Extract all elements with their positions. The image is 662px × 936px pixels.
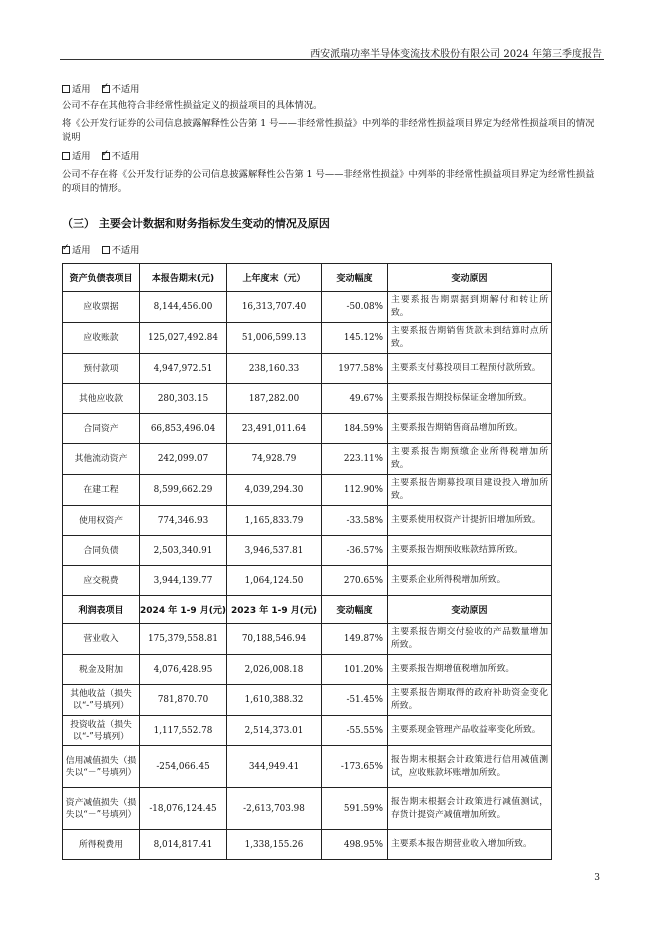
income-header-row [63, 596, 552, 624]
column-header: 变动原因 [388, 264, 552, 292]
column-header: 变动幅度 [322, 596, 388, 624]
prior-value-cell: 2,514,373.01 [227, 716, 322, 746]
table-row [63, 414, 552, 444]
prior-value-cell: 3,946,537.81 [227, 536, 322, 566]
change-rate-cell: 149.87% [322, 624, 388, 655]
current-value-cell: 8,144,456.00 [140, 292, 227, 323]
item-cell: 信用减值损失（损失以“－”号填列） [63, 746, 140, 788]
paragraph-2: 将《公开发行证券的公司信息披露解释性公告第 1 号——非经常性损益》中列举的非经常性损益项目界定为经常性损益项目的情况说明 [62, 118, 595, 143]
reason-cell: 主要系报告期票据到期解付和转让所致。 [388, 292, 552, 323]
options-row-1 [62, 83, 602, 97]
column-header: 2024 年 1-9 月(元) [140, 596, 227, 624]
reason-cell: 主要系报告期取得的政府补助资金变化所致。 [388, 685, 552, 716]
change-rate-cell: -51.45% [322, 685, 388, 716]
column-header: 本报告期末(元) [140, 264, 227, 292]
change-rate-cell: 184.59% [322, 414, 388, 444]
change-rate-cell: 49.67% [322, 384, 388, 414]
reason-cell: 主要系使用权资产计提折旧增加所致。 [388, 506, 552, 536]
prior-value-cell: 51,006,599.13 [227, 323, 322, 354]
current-value-cell: 175,379,558.81 [140, 624, 227, 655]
reason-cell: 主要系企业所得税增加所致。 [388, 566, 552, 596]
reason-cell: 主要系报告期投标保证金增加所致。 [388, 384, 552, 414]
prior-value-cell: 1,610,388.32 [227, 685, 322, 716]
change-rate-cell: 145.12% [322, 323, 388, 354]
reason-cell: 主要系报告期销售货款未到结算时点所致。 [388, 323, 552, 354]
item-cell: 使用权资产 [63, 506, 140, 536]
checkbox-applicable [62, 85, 70, 93]
table-row [63, 746, 552, 788]
current-value-cell: 8,599,662.29 [140, 475, 227, 506]
item-cell: 在建工程 [63, 475, 140, 506]
prior-value-cell: 2,026,008.18 [227, 655, 322, 685]
table-row [63, 624, 552, 655]
change-rate-cell: 1977.58% [322, 354, 388, 384]
prior-value-cell: -2,613,703.98 [227, 788, 322, 830]
current-value-cell: 8,014,817.41 [140, 830, 227, 860]
prior-value-cell: 238,160.33 [227, 354, 322, 384]
table-row [63, 566, 552, 596]
page-number: 3 [594, 873, 600, 883]
current-value-cell: 66,853,496.04 [140, 414, 227, 444]
label-applicable: 适用 [72, 84, 91, 95]
change-rate-cell: 591.59% [322, 788, 388, 830]
item-cell: 其他流动资产 [63, 444, 140, 475]
reason-cell: 主要系支付募投项目工程预付款所致。 [388, 354, 552, 384]
change-rate-cell: -55.55% [322, 716, 388, 746]
header-divider [60, 59, 604, 60]
table-row [63, 536, 552, 566]
column-header: 上年度末（元） [227, 264, 322, 292]
table-row [63, 475, 552, 506]
reason-cell: 主要系报告期销售商品增加所致。 [388, 414, 552, 444]
prior-value-cell: 1,165,833.79 [227, 506, 322, 536]
change-rate-cell: 223.11% [322, 444, 388, 475]
reason-cell: 主要系报告期预收账款结算所致。 [388, 536, 552, 566]
table-row [63, 323, 552, 354]
table-row [63, 506, 552, 536]
checkbox-not-applicable-checked [102, 85, 110, 93]
current-value-cell: -18,076,124.45 [140, 788, 227, 830]
page-header: 西安派瑞功率半导体变流技术股份有限公司 2024 年第三季度报告 [310, 49, 602, 60]
current-value-cell: 242,099.07 [140, 444, 227, 475]
current-value-cell: 3,944,139.77 [140, 566, 227, 596]
current-value-cell: -254,066.45 [140, 746, 227, 788]
column-header: 资产负债表项目 [63, 264, 140, 292]
label-not-applicable: 不适用 [111, 151, 140, 162]
prior-value-cell: 1,338,155.26 [227, 830, 322, 860]
item-cell: 营业收入 [63, 624, 140, 655]
table-row [63, 716, 552, 746]
reason-cell: 主要系报告期募投项目建设投入增加所致。 [388, 475, 552, 506]
item-cell: 合同负债 [63, 536, 140, 566]
reason-cell: 报告期末根据会计政策进行减值测试，存货计提资产减值增加所致。 [388, 788, 552, 830]
table-row [63, 384, 552, 414]
item-cell: 投资收益（损失以“-”号填列） [63, 716, 140, 746]
paragraph-3: 公司不存在将《公开发行证券的公司信息披露解释性公告第 1 号——非经常性损益》中列举的非经常性损益项目界定为经常性损益的项目的情形。 [62, 169, 595, 194]
change-rate-cell: -173.65% [322, 746, 388, 788]
change-rate-cell: 498.95% [322, 830, 388, 860]
reason-cell: 主要系现金管理产品收益率变化所致。 [388, 716, 552, 746]
item-cell: 预付款项 [63, 354, 140, 384]
prior-value-cell: 4,039,294.30 [227, 475, 322, 506]
item-cell: 税金及附加 [63, 655, 140, 685]
current-value-cell: 1,117,552.78 [140, 716, 227, 746]
label-applicable: 适用 [72, 245, 91, 256]
item-cell: 应收账款 [63, 323, 140, 354]
reason-cell: 主要系报告期交付验收的产品数量增加所致。 [388, 624, 552, 655]
label-not-applicable: 不适用 [111, 84, 140, 95]
reason-cell: 主要系报告期增值税增加所致。 [388, 655, 552, 685]
checkbox-not-applicable-checked [102, 152, 110, 160]
table-row [63, 788, 552, 830]
options-row-2 [62, 150, 602, 164]
item-cell: 应交税费 [63, 566, 140, 596]
change-rate-cell: 101.20% [322, 655, 388, 685]
prior-value-cell: 16,313,707.40 [227, 292, 322, 323]
table-row [63, 292, 552, 323]
item-cell: 其他应收款 [63, 384, 140, 414]
checkbox-applicable-checked [62, 246, 70, 254]
change-rate-cell: -36.57% [322, 536, 388, 566]
item-cell: 合同资产 [63, 414, 140, 444]
options-row-3 [62, 244, 602, 258]
current-value-cell: 125,027,492.84 [140, 323, 227, 354]
column-header: 利润表项目 [63, 596, 140, 624]
prior-value-cell: 23,491,011.64 [227, 414, 322, 444]
table-row [63, 354, 552, 384]
section-title: （三） 主要会计数据和财务指标发生变动的情况及原因 [62, 217, 330, 230]
change-rate-cell: 270.65% [322, 566, 388, 596]
reason-cell: 主要系本报告期营业收入增加所致。 [388, 830, 552, 860]
table-row [63, 685, 552, 716]
prior-value-cell: 74,928.79 [227, 444, 322, 475]
item-cell: 资产减值损失（损失以“－”号填列） [63, 788, 140, 830]
prior-value-cell: 1,064,124.50 [227, 566, 322, 596]
current-value-cell: 4,947,972.51 [140, 354, 227, 384]
checkbox-not-applicable [102, 246, 110, 254]
change-rate-cell: -50.08% [322, 292, 388, 323]
label-applicable: 适用 [72, 151, 91, 162]
reason-cell: 主要系报告期预缴企业所得税增加所致。 [388, 444, 552, 475]
checkbox-applicable [62, 152, 70, 160]
column-header: 变动原因 [388, 596, 552, 624]
prior-value-cell: 187,282.00 [227, 384, 322, 414]
column-header: 2023 年 1-9 月(元) [227, 596, 322, 624]
current-value-cell: 4,076,428.95 [140, 655, 227, 685]
current-value-cell: 2,503,340.91 [140, 536, 227, 566]
current-value-cell: 781,870.70 [140, 685, 227, 716]
item-cell: 其他收益（损失以“-”号填列） [63, 685, 140, 716]
reason-cell: 报告期末根据会计政策进行信用减值测试，应收账款坏账增加所致。 [388, 746, 552, 788]
table-row [63, 655, 552, 685]
label-not-applicable: 不适用 [111, 245, 140, 256]
prior-value-cell: 70,188,546.94 [227, 624, 322, 655]
table-row [63, 444, 552, 475]
current-value-cell: 280,303.15 [140, 384, 227, 414]
paragraph-1: 公司不存在其他符合非经常性损益定义的损益项目的具体情况。 [62, 100, 323, 111]
change-rate-cell: -33.58% [322, 506, 388, 536]
prior-value-cell: 344,949.41 [227, 746, 322, 788]
item-cell: 应收票据 [63, 292, 140, 323]
financial-change-table [62, 263, 552, 860]
balance-header-row [63, 264, 552, 292]
change-rate-cell: 112.90% [322, 475, 388, 506]
column-header: 变动幅度 [322, 264, 388, 292]
current-value-cell: 774,346.93 [140, 506, 227, 536]
table-row [63, 830, 552, 860]
item-cell: 所得税费用 [63, 830, 140, 860]
